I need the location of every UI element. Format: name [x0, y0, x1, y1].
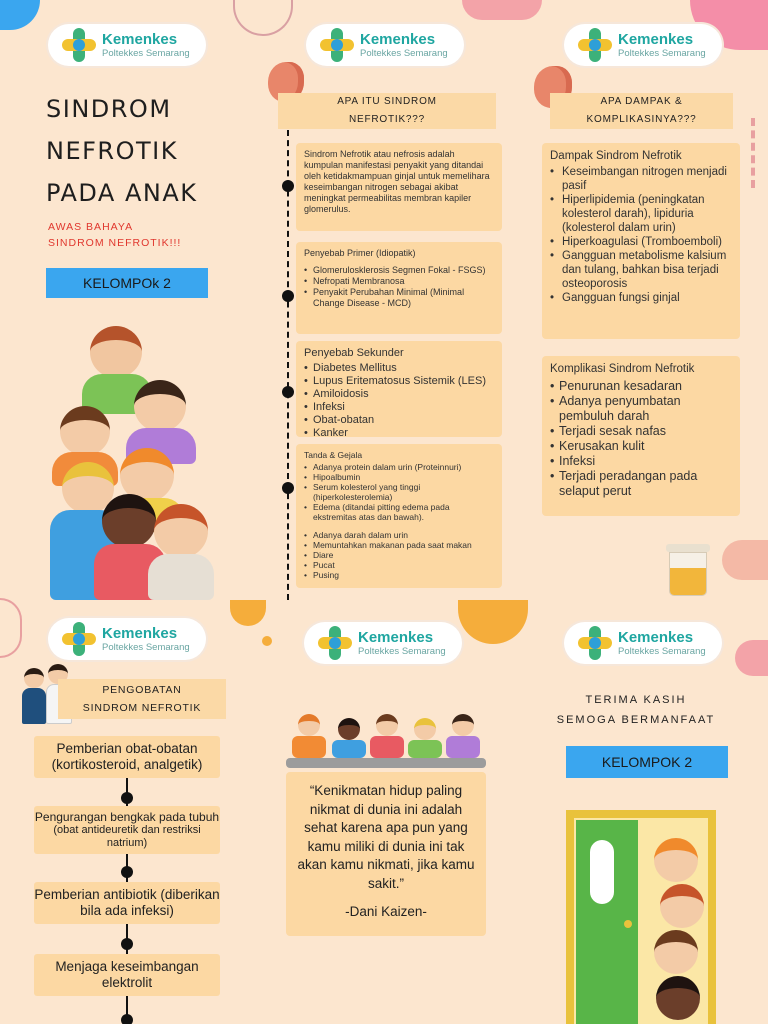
logo-sub: Poltekkes Semarang: [618, 47, 706, 59]
list-item: • Adanya darah dalam urin: [304, 530, 494, 540]
step-text: Pengurangan bengkak pada tubuh: [34, 810, 220, 824]
logo-name: Kemenkes: [360, 30, 436, 48]
decor-blob: [458, 600, 528, 644]
gejala-card: [296, 444, 502, 588]
timeline-dot: [121, 1014, 133, 1024]
heading-line: KOMPLIKASINYA???: [586, 114, 697, 125]
timeline-dot: [282, 482, 294, 494]
list-item: • Amiloidosis: [304, 388, 494, 401]
kemenkes-logo: [306, 24, 464, 66]
list-item: • Lupus Eritematosus Sistemik (LES): [304, 375, 494, 388]
primer-card: [296, 242, 502, 334]
definition-text: Sindrom Nefrotik atau nefrosis adalah kumpulan manifestasi penyakit yang ditandai oleh ketidakmampuan ginjal untuk memelihara keseimbangan nitrogen sebagai akibat meningkat permeabilitas membran kapiler glomerulus.: [304, 149, 490, 214]
list-item: • Serum kolesterol yang tinggi (hiperkolesterolemia): [304, 482, 494, 502]
kemenkes-mark-icon: [578, 28, 612, 62]
timeline-dot: [282, 386, 294, 398]
logo-name: Kemenkes: [358, 628, 434, 646]
list-item: • Obat-obatan: [304, 414, 494, 427]
decor-blob: [230, 600, 266, 626]
sekunder-title: Penyebab Sekunder: [304, 347, 404, 359]
list-item: • Infeksi: [550, 454, 732, 469]
list-item: • Edema (ditandai pitting edema pada ekstremitas atas dan bawah).: [304, 502, 494, 522]
primer-title: Penyebab Primer (Idiopatik): [304, 248, 416, 258]
treatment-step: [34, 806, 220, 854]
cover-title: [46, 88, 198, 214]
cover-title-line: NEFROTIK: [46, 137, 178, 165]
logo-name: Kemenkes: [618, 30, 694, 48]
timeline-dot: [121, 866, 133, 878]
treatment-step: [34, 954, 220, 996]
list-item: • Hiperkoagulasi (Tromboemboli): [550, 235, 732, 249]
step-text: Pemberian obat-obatan (kortikosteroid, analgetik): [51, 741, 203, 772]
list-item: • Pucat: [304, 560, 494, 570]
quote-text: “Kenikmatan hidup paling nikmat di dunia ini adalah sehat karena apa pun yang kamu miliki di dunia ini tak akan kamu nikmati, jika kamu sakit.”: [297, 783, 475, 891]
list-item: • Adanya protein dalam urin (Proteinnuri): [304, 462, 494, 472]
kemenkes-mark-icon: [62, 28, 96, 62]
list-item: • Infeksi: [304, 401, 494, 414]
list-item: • Adanya penyumbatan pembuluh darah: [550, 394, 732, 424]
decor-blob: [462, 0, 542, 20]
dampak-card: [542, 143, 740, 339]
quote-card: [286, 772, 486, 936]
kemenkes-logo: [564, 622, 722, 664]
group-label: KELOMPOk 2: [46, 268, 208, 298]
kemenkes-logo: [48, 24, 206, 66]
logo-name: Kemenkes: [618, 628, 694, 646]
kemenkes-logo: [564, 24, 722, 66]
step-text: Menjaga keseimbangan elektrolit: [55, 959, 199, 990]
dampak-heading: [550, 93, 733, 129]
list-item: • Diabetes Mellitus: [304, 362, 494, 375]
list-item: • Kerusakan kulit: [550, 439, 732, 454]
dampak-title: Dampak Sindrom Nefrotik: [550, 150, 682, 162]
reading-kids-illustration: [286, 708, 486, 770]
urine-sample-illustration: [666, 544, 710, 598]
warning-line: SINDROM NEFROTIK!!!: [48, 237, 182, 249]
list-item: • Kanker: [304, 427, 494, 440]
list-item: • Terjadi sesak nafas: [550, 424, 732, 439]
logo-name: Kemenkes: [102, 624, 178, 642]
timeline-dot: [121, 792, 133, 804]
hand-illustration: [722, 540, 768, 580]
treatment-step: [34, 882, 220, 924]
heading-line: APA ITU SINDROM: [337, 96, 437, 107]
children-illustration: [42, 318, 222, 602]
list-item: • Terjadi peradangan pada selaput perut: [550, 469, 732, 499]
decor-blob: [0, 0, 40, 30]
door-illustration: [566, 810, 716, 1024]
pengobatan-heading: [58, 679, 226, 719]
logo-sub: Poltekkes Semarang: [358, 645, 446, 657]
logo-name: Kemenkes: [102, 30, 178, 48]
closing-text: [546, 690, 726, 730]
kemenkes-logo: [304, 622, 462, 664]
list-item: • Penyakit Perubahan Minimal (Minimal Change Disease - MCD): [304, 287, 494, 309]
list-item: • Gangguan metabolisme kalsium dan tulang, bahkan bisa terjadi osteoporosis: [550, 249, 732, 291]
closing-line: SEMOGA BERMANFAAT: [556, 714, 716, 726]
list-item: • Hipoalbumin: [304, 472, 494, 482]
list-item: • Pusing: [304, 570, 494, 580]
definition-card: [296, 143, 502, 231]
closing-line: TERIMA KASIH: [585, 694, 687, 706]
timeline-dot: [121, 938, 133, 950]
heading-line: APA DAMPAK &: [600, 96, 683, 107]
logo-sub: Poltekkes Semarang: [102, 47, 190, 59]
step-note: (obat antideuretik dan restriksi natrium): [53, 824, 201, 849]
komplikasi-card: [542, 356, 740, 516]
treatment-step: [34, 736, 220, 778]
heading-line: NEFROTIK???: [348, 114, 426, 125]
logo-sub: Poltekkes Semarang: [618, 645, 706, 657]
kemenkes-logo: [48, 618, 206, 660]
list-item: • Hiperlipidemia (peningkatan kolesterol darah), lipiduria (kolesterol dalam urin): [550, 193, 732, 235]
decor-blob: [0, 598, 22, 658]
timeline-line: [287, 130, 289, 600]
logo-sub: Poltekkes Semarang: [102, 641, 190, 653]
list-item: • Diare: [304, 550, 494, 560]
kemenkes-mark-icon: [320, 28, 354, 62]
list-item: • Keseimbangan nitrogen menjadi pasif: [550, 165, 732, 193]
closing-group-label: KELOMPOK 2: [566, 746, 728, 778]
step-text: Pemberian antibiotik (diberikan bila ada infeksi): [34, 887, 220, 918]
kemenkes-mark-icon: [62, 622, 96, 656]
kemenkes-mark-icon: [578, 626, 612, 660]
quote-author: -Dani Kaizen-: [345, 904, 427, 919]
warning-line: AWAS BAHAYA: [48, 221, 134, 233]
timeline-dot: [282, 180, 294, 192]
cover-warning: [48, 219, 181, 251]
decor-dash: [751, 118, 756, 188]
timeline-dot: [282, 290, 294, 302]
cover-title-line: PADA ANAK: [46, 179, 198, 207]
apa-itu-heading: [278, 93, 496, 129]
logo-sub: Poltekkes Semarang: [360, 47, 448, 59]
sekunder-card: [296, 341, 502, 437]
decor-blob: [233, 0, 293, 36]
heading-line: SINDROM NEFROTIK: [82, 702, 202, 714]
list-item: • Glomerulosklerosis Segmen Fokal - FSGS): [304, 265, 494, 276]
komplikasi-title: Komplikasi Sindrom Nefrotik: [550, 363, 695, 375]
list-item: • Memuntahkan makanan pada saat makan: [304, 540, 494, 550]
cover-title-line: SINDROM: [46, 95, 172, 123]
gejala-title: Tanda & Gejala: [304, 450, 363, 460]
list-item: • Penurunan kesadaran: [550, 379, 732, 394]
list-item: • Nefropati Membranosa: [304, 276, 494, 287]
kemenkes-mark-icon: [318, 626, 352, 660]
heading-line: PENGOBATAN: [102, 684, 182, 696]
list-item: • Gangguan fungsi ginjal: [550, 291, 732, 305]
decor-blob: [262, 636, 272, 646]
decor-blob: [735, 640, 768, 676]
